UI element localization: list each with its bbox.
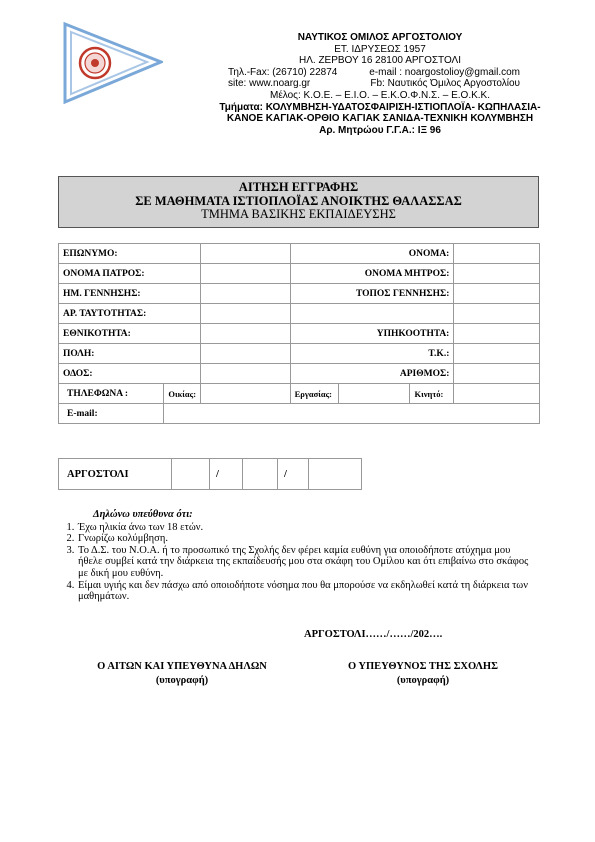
form-row xyxy=(59,344,540,364)
email-text[interactable]: e-mail : noargostolioy@gmail.com xyxy=(369,66,520,78)
father-name-label: ΟΝΟΜΑ ΠΑΤΡΟΣ: xyxy=(59,264,201,284)
club-logo-pennant xyxy=(63,22,163,104)
departments-line-1: Τμήματα: ΚΟΛΥΜΒΗΣΗ-ΥΔΑΤΟΣΦΑΙΡΙΣΗ-ΙΣΤΙΟΠΛΟΪΑ- ΚΩΠΗΛΑΣΙΑ- xyxy=(219,101,541,113)
site-text[interactable]: site: www.noarg.gr xyxy=(228,78,311,90)
work-phone-label: Εργασίας: xyxy=(290,384,338,404)
declaration-list xyxy=(65,522,535,603)
declaration-section xyxy=(65,509,535,603)
name-field[interactable] xyxy=(454,244,540,264)
mother-name-field[interactable] xyxy=(454,264,540,284)
city-label: ΠΟΛΗ: xyxy=(59,344,201,364)
date-month-field[interactable] xyxy=(243,459,278,490)
id-number-field[interactable] xyxy=(201,304,291,324)
club-header xyxy=(190,32,570,136)
mobile-phone-field[interactable] xyxy=(454,384,540,404)
date-separator: / xyxy=(210,459,243,490)
street-number-label: ΑΡΙΘΜΟΣ: xyxy=(290,364,454,384)
declaration-item: 3. Το Δ.Σ. του Ν.Ο.Α. ή το προσωπικό της Σχολής δεν φέρει καμία ευθύνη για οποιοδήποτε ατύχημα μου ήθελε συμβεί κατά την διάρκεια της εκπαίδευσής μου στα σκάφη του Ομίλου και ότι επιβαίνω στο σκάφος με δική μου ευθύνη. xyxy=(77,545,535,580)
form-row xyxy=(59,244,540,264)
street-number-field[interactable] xyxy=(454,364,540,384)
member-text: Μέλος: Κ.Ο.Ε. – Ε.Ι.Ο. – Ε.Κ.Ο.Φ.Ν.Σ. – Ε.Ο.Κ.Κ. xyxy=(269,89,490,101)
form-row xyxy=(59,384,540,404)
father-name-field[interactable] xyxy=(201,264,291,284)
birthdate-label: ΗΜ. ΓΕΝΝΗΣΗΣ: xyxy=(59,284,201,304)
form-row xyxy=(59,304,540,324)
email-label: E-mail: xyxy=(59,404,164,424)
form-row xyxy=(59,364,540,384)
applicant-signature-note: (υπογραφή) xyxy=(155,675,209,686)
nationality-label: ΕΘΝΙΚΟΤΗΤΑ: xyxy=(59,324,201,344)
surname-field[interactable] xyxy=(201,244,291,264)
facebook-text: Fb: Ναυτικός Όμιλος Αργοστολίου xyxy=(370,78,520,90)
id-number-label: ΑΡ. ΤΑΥΤΟΤΗΤΑΣ: xyxy=(59,304,201,324)
form-row xyxy=(59,324,540,344)
applicant-signature-block xyxy=(82,660,282,688)
title-line-3: ΤΜΗΜΑ ΒΑΣΙΚΗΣ ΕΚΠΑΙΔΕΥΣΗΣ xyxy=(201,207,396,221)
title-line-1: ΑΙΤΗΣΗ ΕΓΓΡΑΦΗΣ xyxy=(238,180,359,194)
departments-line-2: ΚΑΝΟΕ ΚΑΓΙΑΚ-ΟΡΘΙΟ ΚΑΓΙΑΚ ΣΑΝΙΔΑ-ΤΕΧΝΙΚΗ ΚΟΛΥΜΒΗΣΗ xyxy=(226,113,534,125)
empty-cell xyxy=(290,304,454,324)
postcode-label: Τ.Κ.: xyxy=(290,344,454,364)
form-row xyxy=(59,284,540,304)
city-field[interactable] xyxy=(201,344,291,364)
phone-text: Τηλ.-Fax: (26710) 22874 xyxy=(228,66,338,78)
declaration-heading: Δηλώνω υπεύθυνα ότι: xyxy=(93,509,193,520)
declaration-item: 2. Γνωρίζω κολύμβηση. xyxy=(77,533,535,545)
nationality-field[interactable] xyxy=(201,324,291,344)
form-title-box xyxy=(58,176,539,228)
date-box xyxy=(58,458,362,490)
home-phone-label: Οικίας: xyxy=(164,384,201,404)
school-signature-label: Ο ΥΠΕΥΘΥΝΟΣ ΤΗΣ ΣΧΟΛΗΣ xyxy=(348,661,498,672)
birthplace-field[interactable] xyxy=(454,284,540,304)
registry-number: Αρ. Μητρώου Γ.Γ.Α.: ΙΞ 96 xyxy=(319,124,441,136)
founded-text: ΕΤ. ΙΔΡΥΣΕΩΣ 1957 xyxy=(334,43,426,55)
email-field[interactable] xyxy=(164,404,540,424)
surname-label: ΕΠΩΝΥΜΟ: xyxy=(59,244,201,264)
applicant-signature-label: Ο ΑΙΤΩΝ ΚΑΙ ΥΠΕΥΘΥΝΑ ΔΗΛΩΝ xyxy=(97,661,267,672)
birthdate-field[interactable] xyxy=(201,284,291,304)
citizenship-label: ΥΠΗΚΟΟΤΗΤΑ: xyxy=(290,324,454,344)
mobile-phone-label: Κινητό: xyxy=(410,384,454,404)
club-name: ΝΑΥΤΙΚΟΣ ΟΜΙΛΟΣ ΑΡΓΟΣΤΟΛΙΟΥ xyxy=(297,32,463,43)
citizenship-field[interactable] xyxy=(454,324,540,344)
declaration-item: 4. Είμαι υγιής και δεν πάσχω από οποιοδήποτε νόσημα που θα μπορούσε να εκδηλωθεί κατά τη διάρκεια των μαθημάτων. xyxy=(77,580,535,603)
date-day-field[interactable] xyxy=(172,459,210,490)
phones-label: ΤΗΛΕΦΩΝΑ : xyxy=(59,384,164,404)
address-text: ΗΛ. ΖΕΡΒΟΥ 16 28100 ΑΡΓΟΣΤΟΛΙ xyxy=(298,55,462,67)
title-line-2: ΣΕ ΜΑΘΗΜΑΤΑ ΙΣΤΙΟΠΛΟΪΑΣ ΑΝΟΙΚΤΗΣ ΘΑΛΑΣΣΑΣ xyxy=(135,193,462,208)
form-row xyxy=(59,264,540,284)
declaration-item: 1. Έχω ηλικία άνω των 18 ετών. xyxy=(77,522,535,534)
school-signature-note: (υπογραφή) xyxy=(396,675,450,686)
empty-cell xyxy=(454,304,540,324)
mother-name-label: ΟΝΟΜΑ ΜΗΤΡΟΣ: xyxy=(290,264,454,284)
date-place-label: ΑΡΓΟΣΤΟΛΙ xyxy=(59,459,172,490)
place-date-line: ΑΡΓΟΣΤΟΛΙ……/……/202…. xyxy=(304,629,443,640)
date-year-field[interactable] xyxy=(309,459,362,490)
date-separator: / xyxy=(278,459,309,490)
street-field[interactable] xyxy=(201,364,291,384)
street-label: ΟΔΟΣ: xyxy=(59,364,201,384)
home-phone-field[interactable] xyxy=(201,384,291,404)
form-row xyxy=(59,404,540,424)
work-phone-field[interactable] xyxy=(338,384,410,404)
postcode-field[interactable] xyxy=(454,344,540,364)
birthplace-label: ΤΟΠΟΣ ΓΕΝΝΗΣΗΣ: xyxy=(290,284,454,304)
name-label: ΟΝΟΜΑ: xyxy=(290,244,454,264)
school-signature-block xyxy=(318,660,528,688)
application-form-table xyxy=(58,243,540,424)
